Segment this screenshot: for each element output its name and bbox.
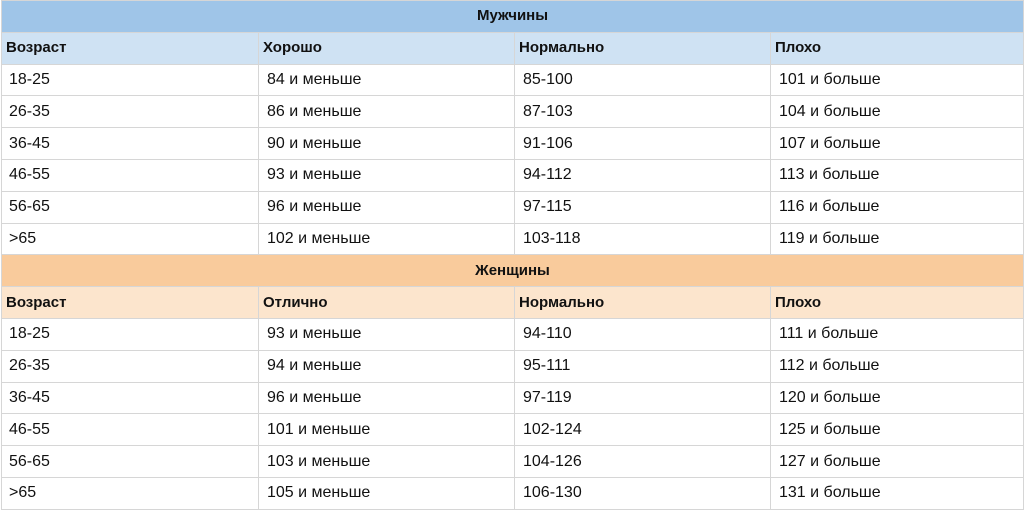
table-row [2, 96, 1024, 128]
table-cell: 18-25 [2, 318, 259, 350]
table-cell: 107 и больше [771, 128, 1024, 160]
table-cell: 93 и меньше [259, 159, 515, 191]
table-cell: 26-35 [2, 96, 259, 128]
table-row [2, 382, 1024, 414]
table-cell: 94-110 [515, 318, 771, 350]
table-cell: 26-35 [2, 350, 259, 382]
table-cell: 111 и больше [771, 318, 1024, 350]
table-cell: 46-55 [2, 159, 259, 191]
table-cell: 112 и больше [771, 350, 1024, 382]
table-cell: 87-103 [515, 96, 771, 128]
table-row [2, 191, 1024, 223]
table-row [2, 159, 1024, 191]
table-cell: 102-124 [515, 414, 771, 446]
men-column-header: Возраст [2, 32, 259, 64]
table-cell: 94 и меньше [259, 350, 515, 382]
men-column-header: Нормально [515, 32, 771, 64]
table-cell: 96 и меньше [259, 191, 515, 223]
men-column-header: Плохо [771, 32, 1024, 64]
table-cell: 97-119 [515, 382, 771, 414]
table-row [2, 477, 1024, 509]
men-section-title: Мужчины [2, 1, 1024, 33]
men-column-header: Хорошо [259, 32, 515, 64]
table-cell: 93 и меньше [259, 318, 515, 350]
table-cell: 104 и больше [771, 96, 1024, 128]
table-cell: >65 [2, 223, 259, 255]
table-cell: 103 и меньше [259, 446, 515, 478]
women-section-title: Женщины [2, 255, 1024, 287]
women-column-header: Возраст [2, 287, 259, 319]
table-row [2, 446, 1024, 478]
pulse-table [1, 0, 1024, 510]
table-cell: 91-106 [515, 128, 771, 160]
table-cell: 101 и больше [771, 64, 1024, 96]
women-section-title-row [2, 255, 1024, 287]
table-cell: 101 и меньше [259, 414, 515, 446]
table-row [2, 318, 1024, 350]
table-cell: 120 и больше [771, 382, 1024, 414]
table-cell: 85-100 [515, 64, 771, 96]
table-cell: 84 и меньше [259, 64, 515, 96]
table-cell: 103-118 [515, 223, 771, 255]
table-row [2, 64, 1024, 96]
table-cell: 97-115 [515, 191, 771, 223]
table-cell: 36-45 [2, 382, 259, 414]
women-column-header: Отлично [259, 287, 515, 319]
table-row [2, 350, 1024, 382]
women-column-header: Нормально [515, 287, 771, 319]
men-section-title-row [2, 1, 1024, 33]
table-cell: 56-65 [2, 191, 259, 223]
table-cell: 95-111 [515, 350, 771, 382]
table-cell: 102 и меньше [259, 223, 515, 255]
table-cell: 127 и больше [771, 446, 1024, 478]
table-cell: 96 и меньше [259, 382, 515, 414]
table-cell: 116 и больше [771, 191, 1024, 223]
table-cell: 125 и больше [771, 414, 1024, 446]
table-cell: 119 и больше [771, 223, 1024, 255]
table-cell: 56-65 [2, 446, 259, 478]
table-cell: 113 и больше [771, 159, 1024, 191]
men-header-row [2, 32, 1024, 64]
table-row [2, 128, 1024, 160]
table-cell: 18-25 [2, 64, 259, 96]
table-row [2, 414, 1024, 446]
women-column-header: Плохо [771, 287, 1024, 319]
table-cell: 104-126 [515, 446, 771, 478]
table-cell: 36-45 [2, 128, 259, 160]
women-header-row [2, 287, 1024, 319]
table-cell: 131 и больше [771, 477, 1024, 509]
table-cell: 46-55 [2, 414, 259, 446]
table-cell: 94-112 [515, 159, 771, 191]
table-cell: 90 и меньше [259, 128, 515, 160]
table-cell: 106-130 [515, 477, 771, 509]
table-cell: >65 [2, 477, 259, 509]
table-cell: 86 и меньше [259, 96, 515, 128]
table-row [2, 223, 1024, 255]
table-cell: 105 и меньше [259, 477, 515, 509]
